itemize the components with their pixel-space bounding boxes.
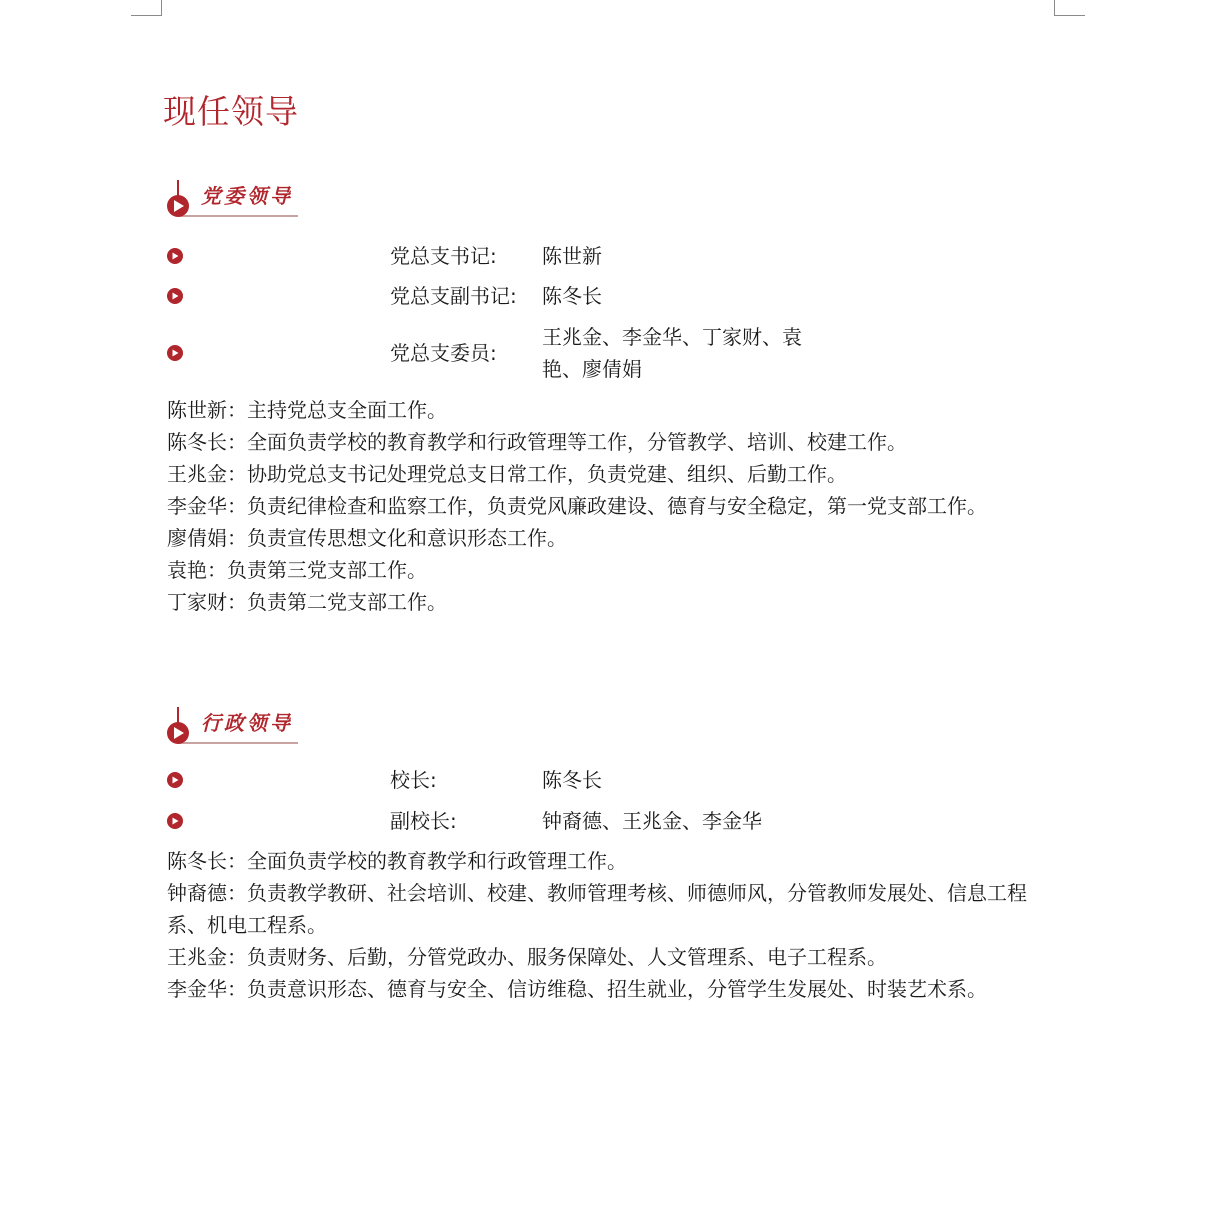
duty-item: 丁家财：负责第二党支部工作。 xyxy=(167,590,447,614)
role-row xyxy=(166,805,1066,837)
role-title: 党总支委员: xyxy=(390,341,497,365)
bullet-icon xyxy=(166,771,184,789)
role-row xyxy=(166,280,1066,312)
role-names: 王兆金、李金华、丁家财、袁艳、廖倩娟 xyxy=(542,325,802,381)
duty-item: 王兆金：负责财务、后勤，分管党政办、服务保障处、人文管理系、电子工程系。 xyxy=(167,945,887,969)
duty-item: 袁艳：负责第三党支部工作。 xyxy=(167,558,427,582)
duty-item: 李金华：负责纪律检查和监察工作，负责党风廉政建设、德育与安全稳定，第一党支部工作。 xyxy=(167,494,987,518)
party-section-header xyxy=(164,178,314,220)
role-title: 党总支副书记: xyxy=(390,284,517,308)
role-row xyxy=(166,764,1066,796)
admin-section-title: 行政领导 xyxy=(201,711,293,735)
bullet-icon xyxy=(166,247,184,265)
bullet-icon xyxy=(166,287,184,305)
crop-mark-top-right xyxy=(1054,0,1085,16)
role-title: 副校长: xyxy=(390,809,457,833)
role-names: 陈冬长 xyxy=(542,284,602,308)
duty-item: 廖倩娟：负责宣传思想文化和意识形态工作。 xyxy=(167,526,567,550)
bullet-icon xyxy=(166,812,184,830)
role-title: 校长: xyxy=(390,768,437,792)
role-names: 钟裔德、王兆金、李金华 xyxy=(542,809,762,833)
crop-mark-top-left xyxy=(131,0,162,16)
admin-duties-list xyxy=(167,845,1057,1005)
party-section-title: 党委领导 xyxy=(201,184,293,208)
role-names: 陈冬长 xyxy=(542,768,602,792)
role-names: 陈世新 xyxy=(542,244,602,268)
bullet-icon xyxy=(166,344,184,362)
role-row xyxy=(166,321,1066,385)
duty-item: 陈世新：主持党总支全面工作。 xyxy=(167,398,447,422)
admin-section-header xyxy=(164,705,314,747)
role-title: 党总支书记: xyxy=(390,244,497,268)
role-row xyxy=(166,240,1066,272)
duty-item: 钟裔德：负责教学教研、社会培训、校建、教师管理考核、师德师风，分管教师发展处、信息工程系、机电工程系。 xyxy=(167,881,1027,937)
duty-item: 王兆金：协助党总支书记处理党总支日常工作，负责党建、组织、后勤工作。 xyxy=(167,462,847,486)
page-title: 现任领导 xyxy=(163,92,299,131)
duty-item: 李金华：负责意识形态、德育与安全、信访维稳、招生就业，分管学生发展处、时装艺术系。 xyxy=(167,977,987,1001)
duty-item: 陈冬长：全面负责学校的教育教学和行政管理工作。 xyxy=(167,849,627,873)
party-duties-list xyxy=(167,394,1057,618)
duty-item: 陈冬长：全面负责学校的教育教学和行政管理等工作，分管教学、培训、校建工作。 xyxy=(167,430,907,454)
